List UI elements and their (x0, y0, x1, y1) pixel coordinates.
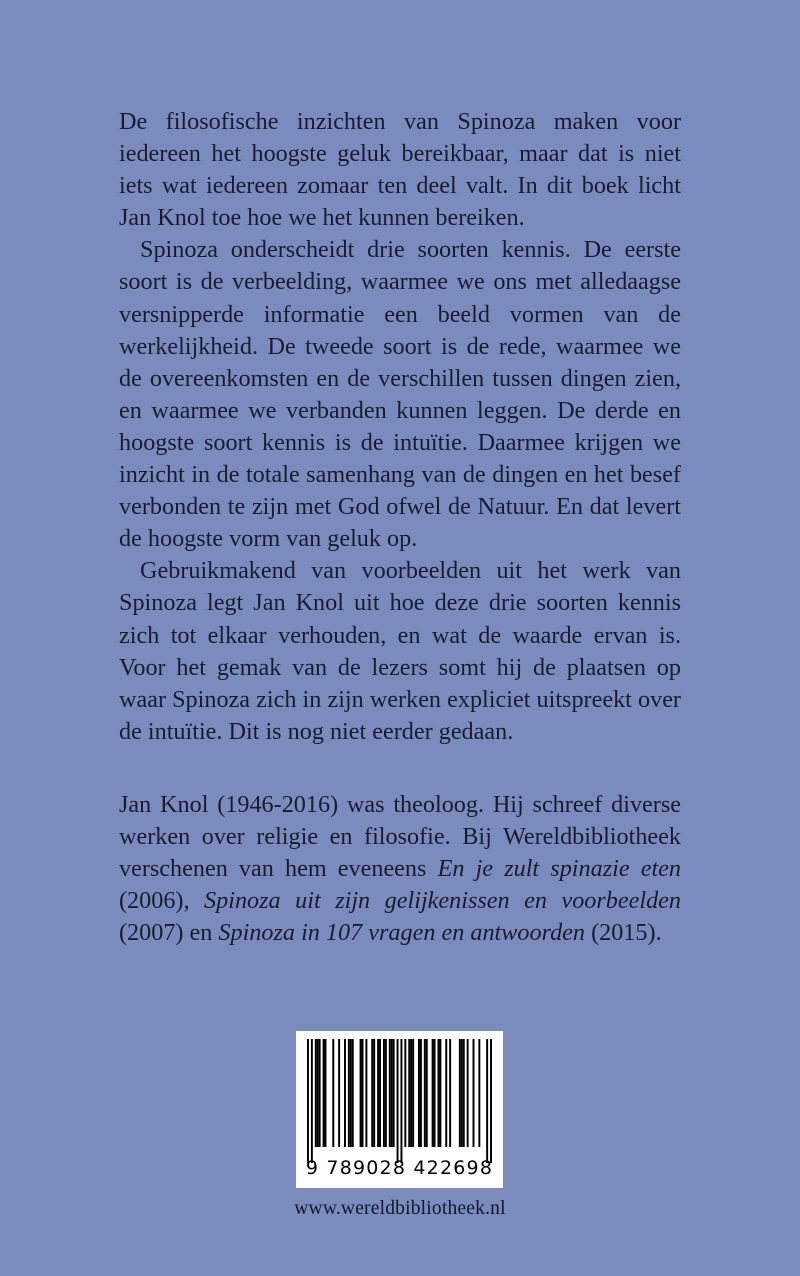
blurb-paragraph-1: De filosofische inzichten van Spinoza maken voor iedereen het hoogste geluk bereikbaar, maar dat is niet iets wat iedereen zomaar ten deel valt. In dit boek licht Jan Knol toe hoe we het kunnen bereiken. (119, 108, 681, 232)
publisher-website: www.wereldbibliotheek.nl (294, 1198, 506, 1219)
book-title-1: En je zult spinazie eten (437, 855, 681, 883)
barcode-digits: 9 789028 422698 (305, 1157, 494, 1179)
bio-mid-text-1: (2006), (119, 887, 205, 915)
bio-lead-text: Jan Knol (1946-2016) was theoloog. Hij schreef diverse werken over religie en filosofie. Bij Wereldbibliotheek verschenen van hem eveneens (119, 791, 681, 883)
book-title-2: Spinoza uit zijn gelijkenissen en voorbeelden (204, 887, 681, 915)
author-bio (119, 789, 681, 949)
isbn-barcode (296, 1031, 503, 1188)
author-bio-paragraph (119, 789, 681, 949)
bio-tail-text: (2015). (585, 919, 662, 947)
blurb-paragraph-2: Spinoza onderscheidt drie soorten kennis. De eerste soort is de verbeelding, waarmee we ons met alledaagse versnipperde informatie een beeld vormen van de werkelijkheid. De tweede soort is de rede, waarmee we de overeenkomsten en de verschillen tussen dingen zien, en waarmee we verbanden kunnen leggen. De derde en hoogste soort kennis is de intuïtie. Daarmee krijgen we inzicht in de totale samenhang van de dingen en het besef verbonden te zijn met God ofwel de Natuur. En dat levert de hoogste vorm van geluk op. (119, 236, 681, 553)
blurb-paragraph-3: Gebruikmakend van voorbeelden uit het werk van Spinoza legt Jan Knol uit hoe deze drie soorten kennis zich tot elkaar verhouden, en wat de waarde ervan is. Voor het gemak van de lezers somt hij de plaatsen op waar Spinoza zich in zijn werken expliciet uitspreekt over de intuïtie. Dit is nog niet eerder gedaan. (119, 557, 681, 745)
book-title-3: Spinoza in 107 vragen en antwoorden (218, 919, 586, 947)
bio-mid-text-2: (2007) en (119, 919, 219, 947)
blurb-text (119, 106, 681, 748)
